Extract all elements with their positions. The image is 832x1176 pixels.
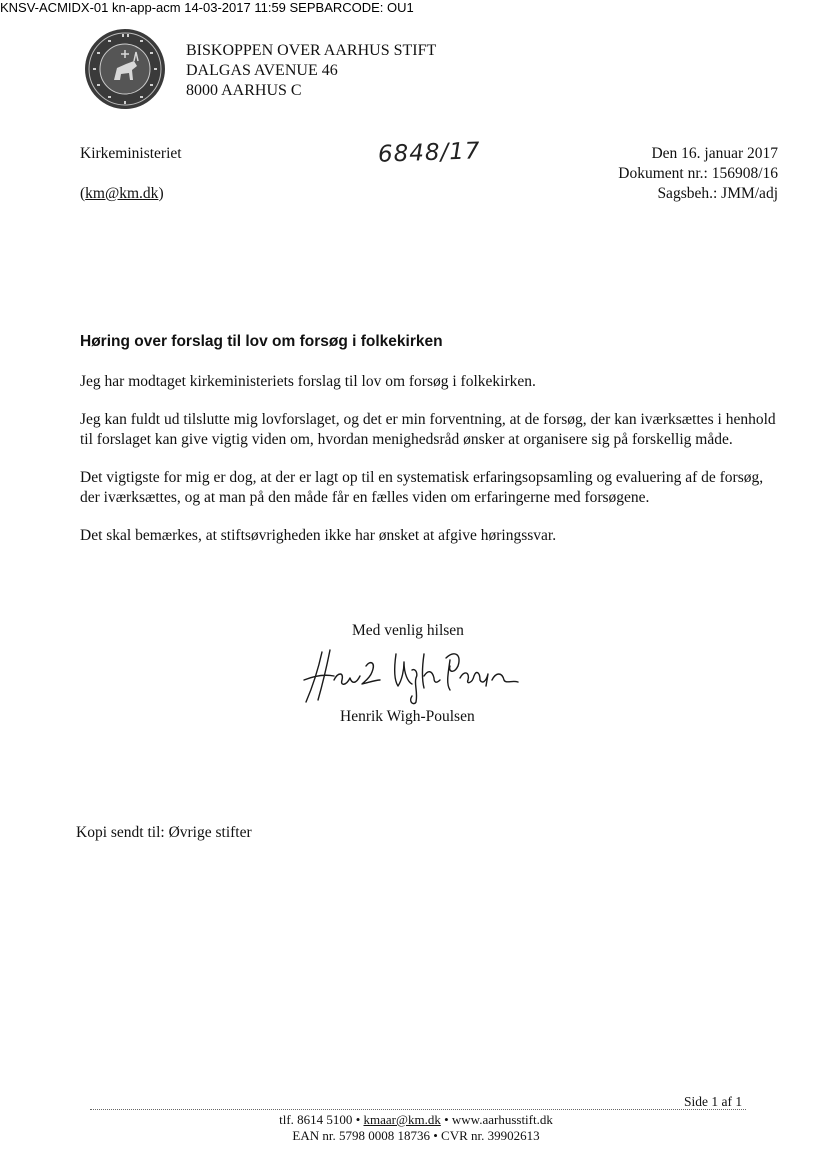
- footer-phone: tlf. 8614 5100: [279, 1112, 353, 1127]
- paragraph: Jeg kan fuldt ud tilslutte mig lovforslaget, og det er min forventning, at de forsøg, der kan iværksættes i henhold til forslaget kan give vigtig viden om, hvordan menighedsråd ønsker at organisere sig på forskellig måde.: [80, 411, 776, 448]
- paragraph: Jeg har modtaget kirkeministeriets forslag til lov om forsøg i folkekirken.: [80, 373, 536, 390]
- footer-divider: [90, 1109, 746, 1110]
- handwritten-journal-number: 6848/17: [377, 138, 481, 168]
- letter-footer: [0, 1112, 832, 1144]
- bullet-separator: •: [444, 1112, 452, 1127]
- recipient-block: [80, 144, 182, 204]
- recipient-name: Kirkeministeriet: [80, 145, 182, 162]
- bullet-separator: •: [355, 1112, 364, 1127]
- recipient-email-line: (km@km.dk): [80, 185, 164, 202]
- letter-date: Den 16. januar 2017: [651, 145, 778, 162]
- signer-name: Henrik Wigh-Poulsen: [340, 708, 475, 725]
- handwritten-signature: [300, 640, 530, 710]
- bishop-seal-logo: [84, 28, 166, 110]
- footer-contact-line: [0, 1112, 832, 1128]
- sender-city: 8000 AARHUS C: [186, 82, 302, 99]
- footer-ean: EAN nr. 5798 0008 18736: [292, 1128, 430, 1143]
- paragraph: Det vigtigste for mig er dog, at der er lagt op til en systematisk erfaringsopsamling og evaluering af de forsøg, der iværksættes, og at man på den måde får en fælles viden om erfaringerne med forsøgene.: [80, 469, 764, 506]
- sender-street: DALGAS AVENUE 46: [186, 62, 338, 79]
- letter-subject: Høring over forslag til lov om forsøg i folkekirken: [80, 333, 443, 350]
- sender-name: BISKOPPEN OVER AARHUS STIFT: [186, 42, 437, 59]
- paragraph: Det skal bemærkes, at stiftsøvrigheden ikke har ønsket at afgive høringssvar.: [80, 527, 557, 544]
- page-number: Side 1 af 1: [684, 1094, 743, 1109]
- document-number: Dokument nr.: 156908/16: [618, 165, 778, 182]
- recipient-email-link[interactable]: km@km.dk: [85, 185, 159, 202]
- footer-registration-line: [0, 1128, 832, 1144]
- footer-cvr: CVR nr. 39902613: [441, 1128, 540, 1143]
- case-handler: Sagsbeh.: JMM/adj: [657, 185, 778, 202]
- sender-address: [186, 41, 436, 101]
- letter-body: [80, 372, 780, 564]
- closing-greeting: Med venlig hilsen: [352, 622, 464, 639]
- footer-email-link[interactable]: kmaar@km.dk: [363, 1112, 441, 1127]
- document-meta: [618, 144, 778, 204]
- fax-header: KNSV-ACMIDX-01 kn-app-acm 14-03-2017 11:59 SEPBARCODE: OU1: [0, 0, 414, 15]
- footer-website[interactable]: www.aarhusstift.dk: [451, 1112, 553, 1127]
- copy-recipients: Kopi sendt til: Øvrige stifter: [76, 824, 252, 841]
- bullet-separator: •: [433, 1128, 442, 1143]
